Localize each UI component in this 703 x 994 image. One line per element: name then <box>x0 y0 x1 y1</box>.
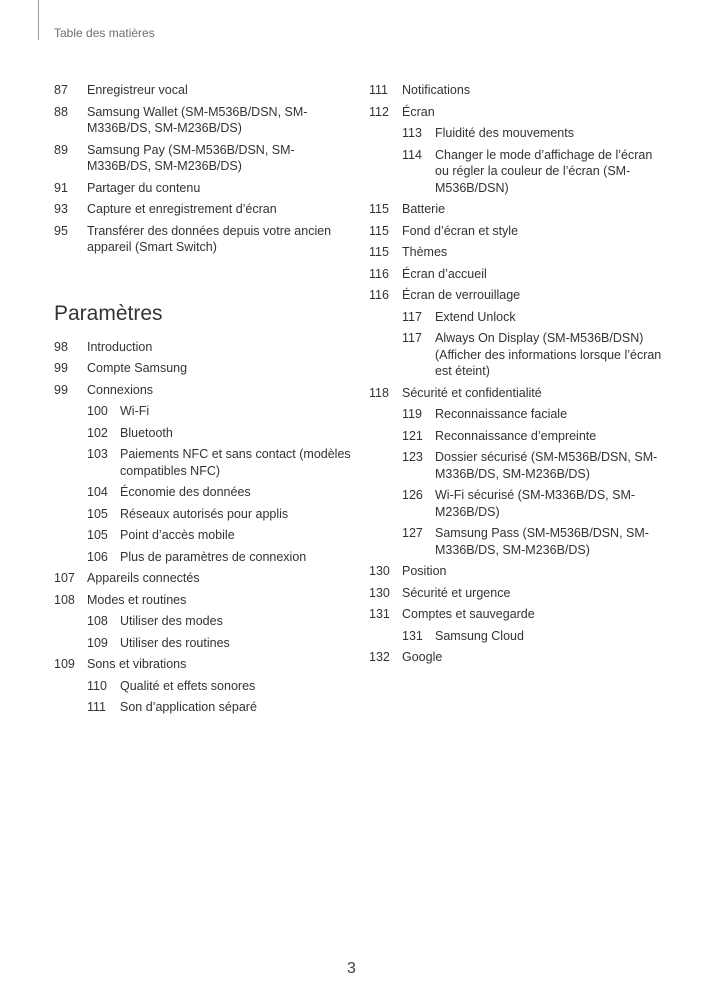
toc-entry[interactable] <box>369 385 669 402</box>
toc-entry[interactable] <box>54 425 354 442</box>
toc-entry[interactable] <box>369 266 669 283</box>
toc-entry-label: Écran d’accueil <box>402 266 487 281</box>
page-number: 3 <box>347 960 356 977</box>
toc-page-number: 93 <box>54 202 68 216</box>
toc-entry-label: Utiliser des modes <box>120 614 223 628</box>
toc-entry[interactable] <box>369 487 669 520</box>
toc-page-number: 116 <box>369 288 389 302</box>
toc-entry[interactable] <box>54 142 354 175</box>
header-title: Table des matières <box>54 26 155 40</box>
toc-entry-label: Écran de verrouillage <box>402 288 521 302</box>
toc-entry-label: Économie des données <box>120 485 251 499</box>
toc-page-number: 116 <box>369 266 389 281</box>
toc-page-number: 110 <box>87 678 107 693</box>
toc-entry[interactable] <box>54 82 354 99</box>
toc-entry[interactable] <box>54 699 354 716</box>
toc-entry-label: Point d’accès mobile <box>120 528 235 542</box>
toc-entry-label: Sons et vibrations <box>87 657 187 671</box>
toc-page-number: 111 <box>87 700 107 714</box>
toc-entry[interactable] <box>54 180 354 197</box>
toc-entry-label: Fond d’écran et style <box>402 223 519 238</box>
toc-entry[interactable] <box>54 382 354 399</box>
toc-page-number: 123 <box>402 450 423 464</box>
toc-page-number: 109 <box>87 635 108 650</box>
toc-entry-label: Dossier sécurisé (SM-M536B/DSN, SM-M336B/DS, SM-M236B/DS) <box>435 450 658 481</box>
toc-entry[interactable] <box>54 570 354 587</box>
toc-page-number: 121 <box>402 428 423 443</box>
toc-entry[interactable] <box>369 223 669 240</box>
toc-entry-label: Position <box>402 564 447 578</box>
toc-page-number: 115 <box>369 202 389 216</box>
toc-page-number: 99 <box>54 361 68 375</box>
toc-entry[interactable] <box>54 104 354 137</box>
toc-page-number: 131 <box>369 607 390 621</box>
toc-page-number: 127 <box>402 526 423 540</box>
toc-page-number: 91 <box>54 180 68 195</box>
toc-section-list <box>54 339 354 716</box>
toc-entry[interactable] <box>369 201 669 218</box>
toc-entry-label: Sécurité et urgence <box>402 585 511 600</box>
toc-entry[interactable] <box>369 585 669 602</box>
toc-entry[interactable] <box>369 147 669 197</box>
toc-page-number: 130 <box>369 564 390 578</box>
toc-entry-label: Google <box>402 650 443 664</box>
toc-page-number: 109 <box>54 657 75 671</box>
toc-page-number: 88 <box>54 104 68 119</box>
toc-entry-label: Qualité et effets sonores <box>120 678 256 693</box>
toc-page-number: 105 <box>87 506 108 521</box>
toc-page-number: 108 <box>54 592 75 607</box>
toc-entry[interactable] <box>369 628 669 645</box>
toc-entry[interactable] <box>54 360 354 377</box>
toc-page-number: 132 <box>369 650 390 664</box>
toc-page-number: 87 <box>54 83 68 97</box>
toc-entry-label: Modes et routines <box>87 592 187 607</box>
toc-entry-label: Appareils connectés <box>87 571 200 585</box>
toc-page-number: 95 <box>54 223 68 238</box>
toc-entry-label: Fluidité des mouvements <box>435 126 574 140</box>
toc-entry[interactable] <box>54 506 354 523</box>
toc-page-number: 114 <box>402 147 422 162</box>
toc-page-number: 105 <box>87 528 108 542</box>
toc-entry[interactable] <box>369 525 669 558</box>
toc-entry-label: Batterie <box>402 202 446 216</box>
toc-entry-label: Compte Samsung <box>87 361 188 375</box>
toc-page-number: 117 <box>402 331 422 345</box>
toc-page-number: 119 <box>402 407 422 421</box>
toc-entry[interactable] <box>54 635 354 652</box>
toc-entry[interactable] <box>369 125 669 142</box>
toc-page-number: 108 <box>87 614 108 628</box>
toc-entry[interactable] <box>54 656 354 673</box>
toc-page-number: 99 <box>54 382 68 397</box>
toc-entry-label: Samsung Pass (SM-M536B/DSN, SM-M336B/DS, SM-M236B/DS) <box>435 526 649 557</box>
toc-entry-label: Introduction <box>87 339 153 354</box>
toc-entry-label: Enregistreur vocal <box>87 83 188 97</box>
toc-entry[interactable] <box>369 330 669 380</box>
toc-entry-label: Wi-Fi sécurisé (SM-M336B/DS, SM-M236B/DS) <box>435 488 636 519</box>
toc-entry[interactable] <box>54 678 354 695</box>
toc-page-number: 130 <box>369 585 390 600</box>
toc-entry-label: Reconnaissance faciale <box>435 407 568 421</box>
toc-right-column <box>369 82 669 666</box>
toc-entry-label: Comptes et sauvegarde <box>402 607 535 621</box>
toc-page-number: 113 <box>402 126 422 140</box>
toc-page-number: 115 <box>369 223 389 238</box>
toc-entry[interactable] <box>54 201 354 218</box>
toc-entry[interactable] <box>369 287 669 304</box>
toc-page-number: 107 <box>54 571 75 585</box>
toc-entry[interactable] <box>369 406 669 423</box>
toc-entry-label: Bluetooth <box>120 425 173 440</box>
toc-page-number: 98 <box>54 339 68 354</box>
toc-entry[interactable] <box>369 244 669 261</box>
toc-entry[interactable] <box>54 339 354 356</box>
toc-entry-label: Paiements NFC et sans contact (modèles compatibles NFC) <box>120 447 351 478</box>
toc-entry-label: Utiliser des routines <box>120 635 230 650</box>
toc-page-number: 112 <box>369 104 389 119</box>
toc-page-number: 117 <box>402 309 422 324</box>
toc-entry[interactable] <box>54 223 354 256</box>
header-rule <box>38 0 39 40</box>
toc-page-number: 126 <box>402 488 423 502</box>
toc-entry-label: Réseaux autorisés pour applis <box>120 506 289 521</box>
toc-entry-label: Samsung Wallet (SM-M536B/DSN, SM-M336B/DS, SM-M236B/DS) <box>87 104 308 135</box>
toc-right-list <box>369 82 669 666</box>
toc-page-number: 100 <box>87 404 108 418</box>
section-title: Paramètres <box>54 301 163 325</box>
toc-entry-label: Écran <box>402 104 435 119</box>
toc-entry-label: Samsung Pay (SM-M536B/DSN, SM-M336B/DS, SM-M236B/DS) <box>87 142 295 173</box>
toc-entry[interactable] <box>369 563 669 580</box>
toc-page-number: 106 <box>87 549 108 564</box>
toc-entry[interactable] <box>54 592 354 609</box>
toc-page-number: 118 <box>369 385 389 400</box>
toc-entry[interactable] <box>369 649 669 666</box>
toc-entry-label: Partager du contenu <box>87 180 201 195</box>
toc-page-number: 115 <box>369 245 389 259</box>
toc-entry-label: Capture et enregistrement d’écran <box>87 202 277 216</box>
toc-entry[interactable] <box>369 449 669 482</box>
toc-entry-label: Reconnaissance d’empreinte <box>435 428 597 443</box>
toc-page-number: 103 <box>87 447 108 461</box>
toc-entry[interactable] <box>369 309 669 326</box>
toc-entry-label: Connexions <box>87 382 154 397</box>
toc-entry-label: Plus de paramètres de connexion <box>120 549 307 564</box>
toc-page-number: 131 <box>402 628 423 643</box>
toc-page-number: 104 <box>87 485 108 499</box>
toc-entry[interactable] <box>54 403 354 420</box>
toc-left-list <box>54 82 354 256</box>
toc-entry[interactable] <box>54 613 354 630</box>
toc-page-number: 102 <box>87 425 108 440</box>
toc-entry-label: Changer le mode d’affichage de l’écran ou régler la couleur de l’écran (SM-M536B/DSN) <box>435 147 653 195</box>
toc-entry[interactable] <box>369 428 669 445</box>
toc-left-column <box>54 82 354 716</box>
toc-entry-label: Transférer des données depuis votre ancien appareil (Smart Switch) <box>87 223 332 254</box>
toc-entry-label: Wi-Fi <box>120 404 150 418</box>
toc-entry[interactable] <box>54 527 354 544</box>
toc-entry[interactable] <box>54 549 354 566</box>
toc-entry-label: Samsung Cloud <box>435 628 524 643</box>
toc-entry-label: Always On Display (SM-M536B/DSN) (Afficher des informations lorsque l’écran est éteint) <box>435 331 662 378</box>
toc-entry[interactable] <box>54 484 354 501</box>
toc-entry[interactable] <box>369 82 669 99</box>
toc-entry-label: Notifications <box>402 83 471 97</box>
toc-entry[interactable] <box>369 606 669 623</box>
toc-entry-label: Thèmes <box>402 245 448 259</box>
toc-entry[interactable] <box>369 104 669 121</box>
toc-page-number: 111 <box>369 83 389 97</box>
toc-page-number: 89 <box>54 142 68 157</box>
toc-entry-label: Son d’application séparé <box>120 700 257 714</box>
toc-entry-label: Extend Unlock <box>435 309 516 324</box>
toc-entry[interactable] <box>54 446 354 479</box>
toc-entry-label: Sécurité et confidentialité <box>402 385 542 400</box>
